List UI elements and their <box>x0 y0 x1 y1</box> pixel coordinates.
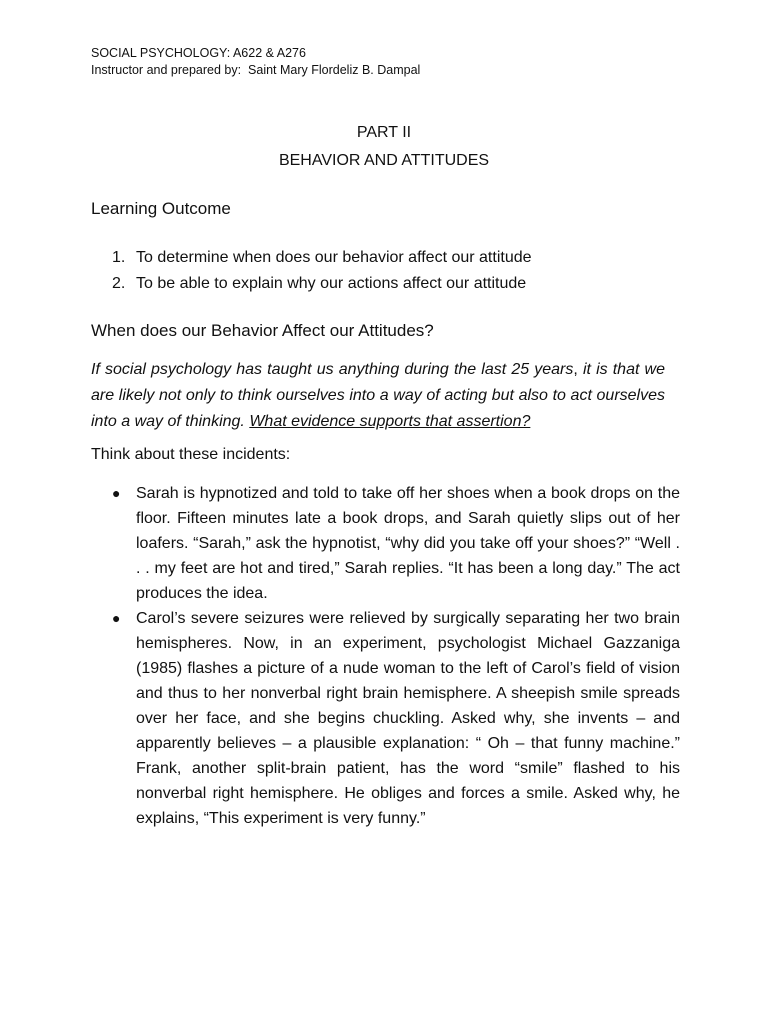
list-item <box>112 245 532 271</box>
course-code: A622 & A276 <box>230 46 306 60</box>
intro-text-b: it is that we are likely not only to think ourselves into a way of acting but also to act ourselves into a way of thinking. <box>91 361 666 430</box>
document-header <box>91 45 420 79</box>
outcome-list <box>112 245 532 297</box>
incident-text: Sarah is hypnotized and told to take off her shoes when a book drops on the floor. Fifteen minutes late a book drops, and Sarah quietly slips out of her loafers. “Sarah,” ask the hypnotist, “why did you take off your shoes?” “Well . . . my feet are hot and tired,” Sarah replies. “It has been a long day.” The act produces the idea. <box>136 485 680 602</box>
intro-comma: , <box>573 361 578 378</box>
title-block <box>0 119 768 175</box>
incident-list <box>112 481 680 831</box>
outcome-text: To determine when does our behavior affect our attitude <box>136 249 532 266</box>
page-title: BEHAVIOR AND ATTITUDES <box>278 152 490 169</box>
outcome-text: To be able to explain why our actions affect our attitude <box>136 275 527 292</box>
course-line <box>91 45 420 62</box>
bullet-icon: ● <box>112 485 121 501</box>
instructor-line <box>91 62 420 79</box>
intro-question: What evidence supports that assertion? <box>249 413 531 430</box>
instructor-label: Instructor and prepared by: <box>91 63 242 77</box>
section-heading: When does our Behavior Affect our Attitudes? <box>91 321 434 340</box>
bullet-icon: ● <box>112 610 121 626</box>
outcome-number: 1. <box>112 249 126 266</box>
outcome-number: 2. <box>112 275 126 292</box>
learning-outcome-heading: Learning Outcome <box>91 199 231 218</box>
list-item <box>112 606 680 831</box>
incident-text: Carol’s severe seizures were relieved by surgically separating her two brain hemispheres. Now, in an experiment, psychologist Michael Gazzaniga (1985) flashes a picture of a nude woman to the left of Carol’s field of vision and thus to her nonverbal right brain hemisphere. A sheepish smile spreads over her face, and she begins chuckling. Asked why, she invents – and apparently believes – a plausible explanation: “ Oh – that funny machine.” Frank, another split-brain patient, has the word “smile” flashed to his nonverbal right hemisphere. He obliges and forces a smile. Asked why, he explains, “This experiment is very funny.” <box>136 610 680 827</box>
course-label: SOCIAL PSYCHOLOGY: <box>91 46 231 60</box>
intro-paragraph <box>91 357 665 435</box>
instructor-name: Saint Mary Flordeliz B. Dampal <box>241 63 421 77</box>
think-line: Think about these incidents: <box>91 446 291 463</box>
part-label: PART II <box>356 124 412 141</box>
list-item <box>112 271 532 297</box>
list-item <box>112 481 680 606</box>
intro-text-a: If social psychology has taught us anything during the last 25 years <box>91 361 574 378</box>
